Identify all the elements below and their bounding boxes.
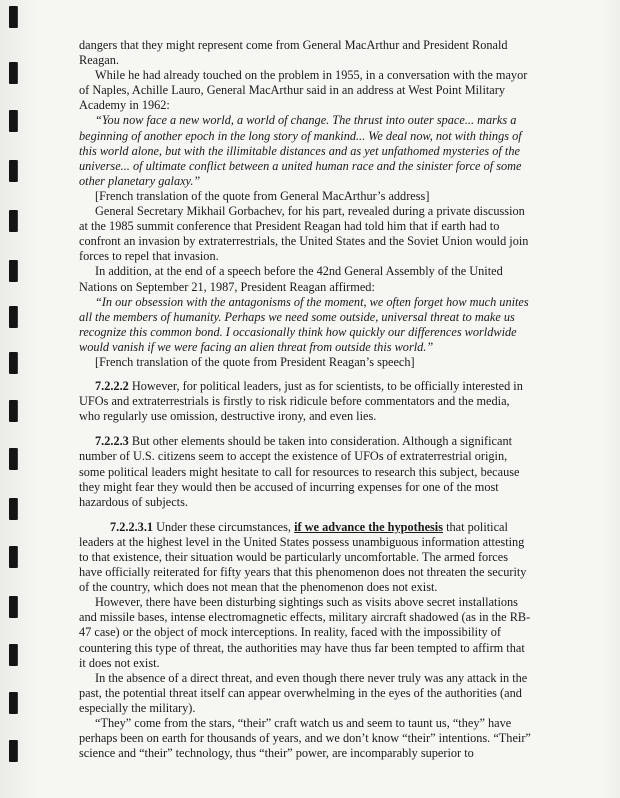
document-body	[79, 38, 533, 761]
translation-note-macarthur: [French translation of the quote from General MacArthur’s address]	[95, 188, 430, 203]
binder-holes	[9, 0, 21, 798]
quote-reagan: “In our obsession with the antagonisms of the moment, we often forget how much unites all the members of humanity. Perhaps we need some outside, universal threat to make us recognize this common bond. I occasionally think how quickly our differences worldwide would vanish if we were facing an alien threat from outside this world.”	[79, 294, 529, 354]
binder-hole	[9, 596, 17, 618]
binder-hole	[9, 306, 17, 328]
binder-hole	[9, 352, 17, 374]
binder-hole	[9, 498, 17, 520]
section-7-2-2-3	[79, 434, 533, 509]
binder-hole	[9, 400, 17, 422]
paragraph-macarthur-intro: While he had already touched on the problem in 1955, in a conversation with the mayor of Naples, Achille Lauro, General MacArthur said in an address at West Point Military Academy in 1962:	[79, 68, 528, 113]
binder-hole	[9, 62, 17, 84]
section-number: 7.2.2.3.1	[110, 519, 154, 534]
paragraph-continuation: dangers that they might represent come from General MacArthur and President Ronald Reagan.	[79, 38, 508, 68]
section-7-2-2-2	[79, 379, 533, 424]
binder-hole	[9, 644, 17, 666]
paragraph-threat: In the absence of a direct threat, and even though there never truly was any attack in the past, the potential threat itself can appear overwhelming in the eyes of the authorities (and especially the military).	[79, 670, 528, 715]
translation-note-reagan: [French translation of the quote from President Reagan’s speech]	[95, 354, 415, 369]
binder-hole	[9, 210, 17, 232]
quote-macarthur: “You now face a new world, a world of change. The thrust into outer space... marks a beginning of another epoch in the long story of mankind... We deal now, not with things of this world alone, but with the illimitable distances and as yet unfathomed mysteries of the universe... of ultimate conflict between a united human race and the sinister force of some other planetary galaxy.”	[79, 113, 522, 188]
section-7-2-2-3-1	[79, 520, 533, 595]
section-text: But other elements should be taken into consideration. Although a significant number of U.S. citizens seem to accept the existence of UFOs of extraterrestrial origin, some political leaders might hesitate to call for resources to research this subject, because they might fear they would then be accused of incurring expenses for one of the most hazardous of subjects.	[79, 434, 520, 509]
section-text: However, for political leaders, just as for scientists, to be officially interested in UFOs and extraterrestrials is firstly to risk ridicule before commentators and the media, who regularly use omission, destructive irony, and even lies.	[79, 379, 523, 424]
section-number: 7.2.2.3	[95, 434, 129, 449]
binder-hole	[9, 692, 17, 714]
section-text: Under these circumstances,	[153, 519, 295, 534]
paragraph-reagan-intro: In addition, at the end of a speech before the 42nd General Assembly of the United Nations on September 21, 1987, President Reagan affirmed:	[79, 264, 503, 294]
spacer	[79, 370, 533, 379]
paragraph-they: “They” come from the stars, “their” craft watch us and seem to taunt us, “they” have perhaps been on earth for thousands of years, and we don’t know “their” intentions. “Their” science and “their” technology, thus “their” power, are incomparably superior to	[79, 716, 531, 761]
binder-hole	[9, 546, 17, 568]
binder-hole	[9, 740, 17, 762]
emphasized-hypothesis: if we advance the hypothesis	[294, 519, 444, 534]
binder-hole	[9, 448, 17, 470]
binder-hole	[9, 260, 17, 282]
section-number: 7.2.2.2	[95, 379, 129, 394]
spacer	[79, 510, 533, 520]
binder-hole	[9, 160, 17, 182]
binder-hole	[9, 6, 17, 28]
paragraph-sightings: However, there have been disturbing sightings such as visits above secret installations and missile bases, intense electromagnetic effects, military aircraft shadowed (as in the RB-47 case) or the object of mock interceptions. In reality, faced with the impossibility of countering this type of threat, the authorities may have thus far been tempted to affirm that it does not exist.	[79, 595, 531, 670]
paragraph-gorbachev: General Secretary Mikhail Gorbachev, for his part, revealed during a private discussion at the 1985 summit conference that President Reagan had told him that if earth had to confront an invasion by extraterrestrials, the United States and the Soviet Union would join forces to repel that invasion.	[79, 204, 529, 264]
section-text: that political leaders at the highest level in the United States possess unambiguous information attesting to that existence, their situation would be particularly uncomfortable. The armed forces have officially reiterated for fifty years that this phenomenon does not threaten the security of the country, which does not mean that the phenomenon does not exist.	[79, 519, 527, 595]
spacer	[79, 424, 533, 434]
binder-hole	[9, 110, 17, 132]
